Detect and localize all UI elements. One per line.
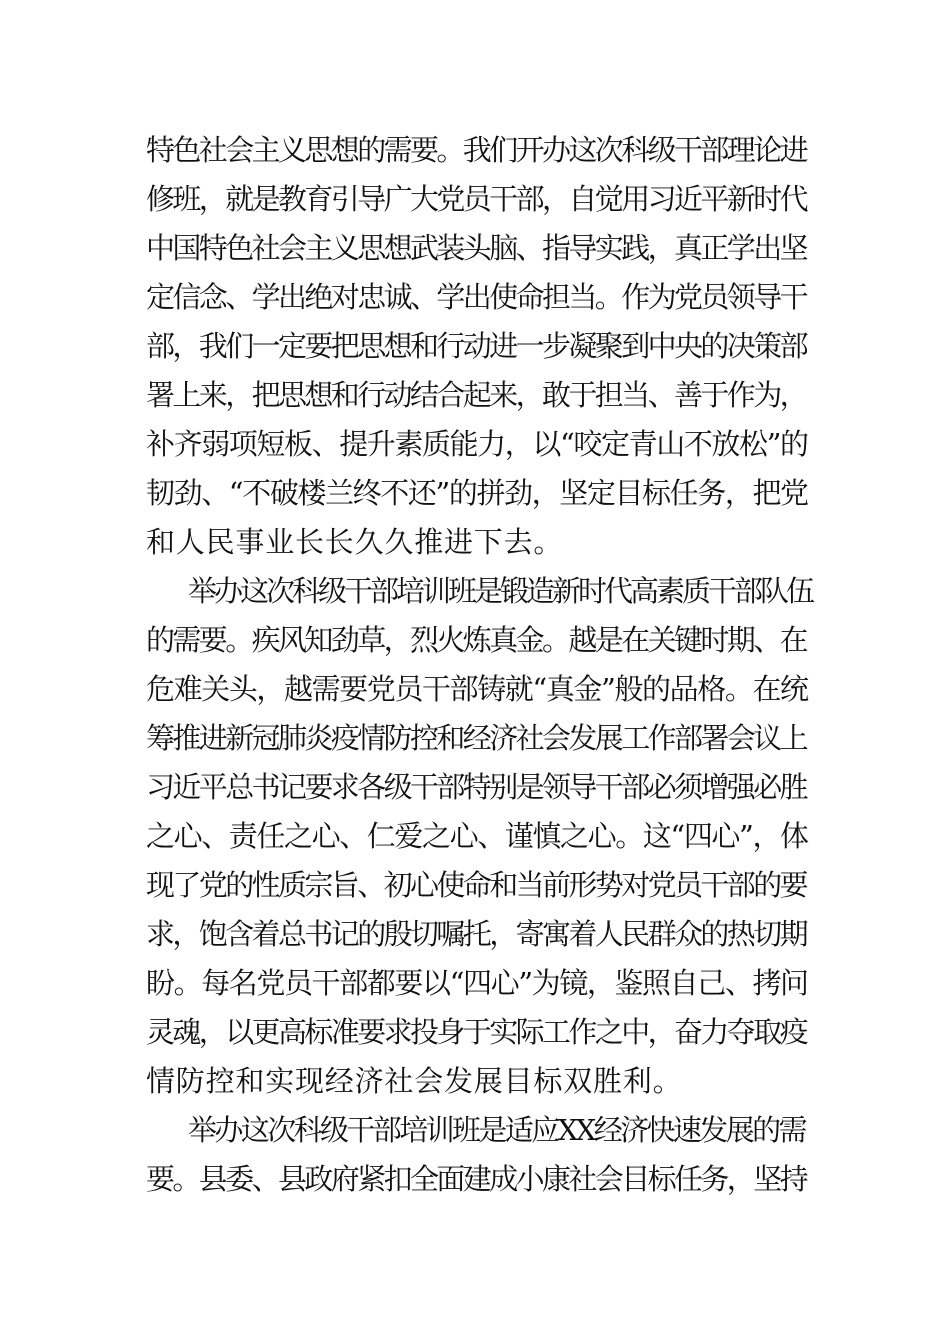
text-line: 部，我们一定要把思想和行动进一步凝聚到中央的决策部 (146, 329, 807, 363)
text-line: 的需要。疾风知劲草，烈火炼真金。越是在关键时期、在 (146, 623, 807, 657)
text-line: 求，饱含着总书记的殷切嘱托，寄寓着人民群众的热切期 (146, 917, 807, 951)
text-line: 和人民事业长长久久推进下去。 (146, 525, 564, 559)
body-text (146, 126, 813, 1204)
text-line: 定信念、学出绝对忠诚、学出使命担当。作为党员领导干 (146, 280, 807, 314)
text-line: 筹推进新冠肺炎疫情防控和经济社会发展工作部署会议上 (146, 721, 807, 755)
text-line: 修班，就是教育引导广大党员干部，自觉用习近平新时代 (146, 182, 807, 216)
text-line: 要。县委、县政府紧扣全面建成小康社会目标任务，坚持 (146, 1162, 807, 1196)
text-line: 署上来，把思想和行动结合起来，敢于担当、善于作为， (146, 378, 807, 412)
text-line: 盼。每名党员干部都要以“四心”为镜，鉴照自己、拷问 (146, 966, 808, 1000)
text-line: 现了党的性质宗旨、初心使命和当前形势对党员干部的要 (146, 868, 807, 902)
text-line: 中国特色社会主义思想武装头脑、指导实践，真正学出坚 (146, 231, 807, 265)
text-line: 情防控和实现经济社会发展目标双胜利。 (146, 1064, 683, 1098)
text-line: 之心、责任之心、仁爱之心、谨慎之心。这“四心”，体 (146, 819, 808, 853)
text-line: 习近平总书记要求各级干部特别是领导干部必须增强必胜 (146, 770, 807, 804)
text-line: 韧劲、“不破楼兰终不还”的拼劲，坚定目标任务，把党 (146, 476, 808, 510)
text-line: 举办这次科级干部培训班是锻造新时代高素质干部队伍 (188, 574, 813, 608)
text-line: 灵魂，以更高标准要求投身于实际工作之中，奋力夺取疫 (146, 1015, 807, 1049)
text-line: 危难关头，越需要党员干部铸就“真金”般的品格。在统 (146, 672, 808, 706)
text-line: 特色社会主义思想的需要。我们开办这次科级干部理论进 (146, 133, 807, 167)
text-line: 补齐弱项短板、提升素质能力，以“咬定青山不放松”的 (146, 427, 808, 461)
text-line: 举办这次科级干部培训班是适应XX经济快速发展的需 (188, 1113, 805, 1147)
